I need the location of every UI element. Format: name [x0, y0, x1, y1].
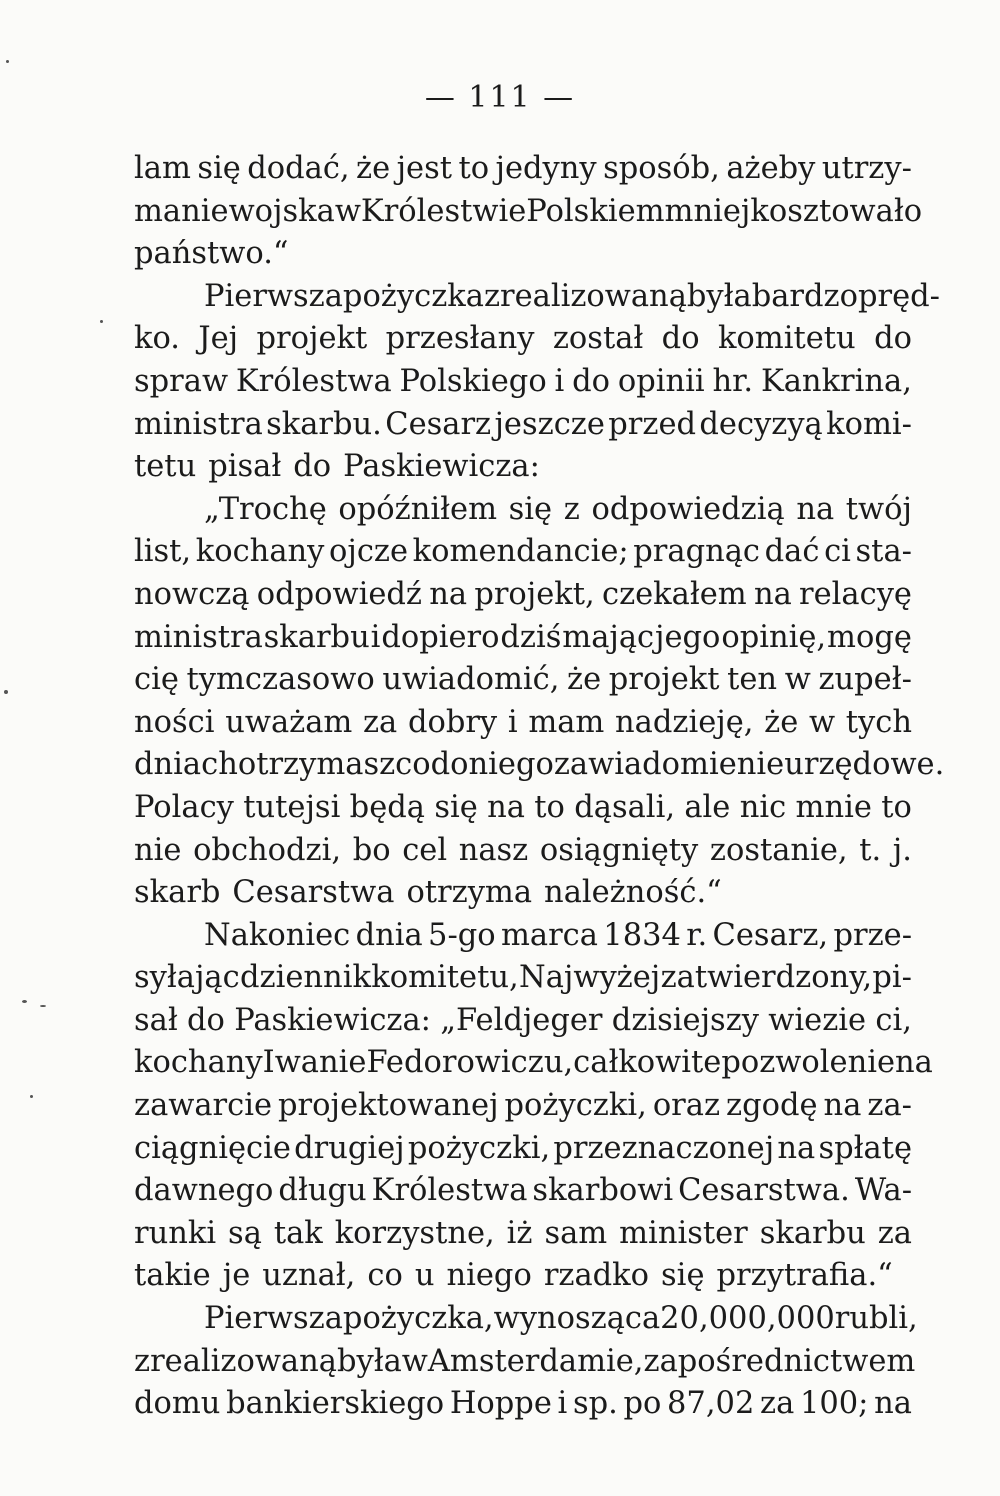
text-line: Polacy tutejsi będą się na to dąsali, ale nic mnie to	[134, 789, 912, 825]
text-line: Pierwsza pożyczka zrealizowaną była bardzo pręd-	[204, 278, 940, 314]
text-line: tetu pisał do Paskiewicza:	[134, 449, 540, 485]
text-line: „Trochę opóźniłem się z odpowiedzią na twój	[204, 491, 912, 527]
text-line: państwo.“	[134, 236, 289, 272]
text-line: skarb Cesarstwa otrzyma należność.“	[134, 875, 722, 911]
text-line: nowczą odpowiedź na projekt, czekałem na relacyę	[134, 576, 912, 612]
text-line: lam się dodać, że jest to jedyny sposób, ażeby utrzy-	[134, 151, 912, 186]
text-line: Pierwsza pożyczka, wynosząca 20,000,000 rubli,	[204, 1301, 918, 1337]
text-line: runki są tak korzystne, iż sam minister skarbu za	[134, 1215, 912, 1251]
text-line: cię tymczasowo uwiadomić, że projekt ten w zupeł-	[134, 662, 912, 698]
text-line: zawarcie projektowanej pożyczki, oraz zgodę na za-	[134, 1088, 912, 1124]
text-line: nie obchodzi, bo cel nasz osiągnięty zostanie, t. j.	[134, 832, 912, 868]
text-line: ciągnięcie drugiej pożyczki, przeznaczonej na spłatę	[134, 1130, 912, 1166]
text-line: sał do Paskiewicza: „Feldjeger dzisiejszy wiezie ci,	[134, 1002, 912, 1038]
text-line: dawnego długu Królestwa skarbowi Cesarstwa. Wa-	[134, 1173, 912, 1209]
text-line: ministra skarbu. Cesarz jeszcze przed decyzyą komi-	[134, 406, 912, 442]
text-line: zrealizowaną była w Amsterdamie, za pośrednictwem	[134, 1343, 916, 1379]
body-text	[134, 148, 945, 1426]
text-line: manie wojska w Królestwie Polskiem mniej kosztowało	[134, 193, 923, 229]
text-line: syłając dziennik komitetu, Najwyżej zatwierdzony, pi-	[134, 960, 912, 996]
page-number: — 111 —	[424, 80, 576, 115]
text-line: Nakoniec dnia 5-go marca 1834 r. Cesarz, prze-	[204, 917, 912, 953]
text-line: spraw Królestwa Polskiego i do opinii hr. Kankrina,	[134, 363, 912, 399]
text-line: list, kochany ojcze komendancie; pragnąc dać ci sta-	[134, 534, 912, 570]
text-line: takie je uznał, co u niego rzadko się przytrafia.“	[134, 1258, 893, 1294]
text-line: dniach otrzymasz co do niego zawiadomienie urzędowe.	[134, 747, 945, 783]
text-line: ności uważam za dobry i mam nadzieję, że w tych	[134, 704, 912, 740]
text-line: ko. Jej projekt przesłany został do komitetu do	[134, 321, 912, 357]
text-line: domu bankierskiego Hoppe i sp. po 87,02 za 100; na	[134, 1386, 912, 1422]
text-line: ministra skarbu i dopiero dziś mając jego opinię, mogę	[134, 619, 912, 655]
text-line: kochany Iwanie Fedorowiczu, całkowite pozwolenie na	[134, 1045, 933, 1081]
